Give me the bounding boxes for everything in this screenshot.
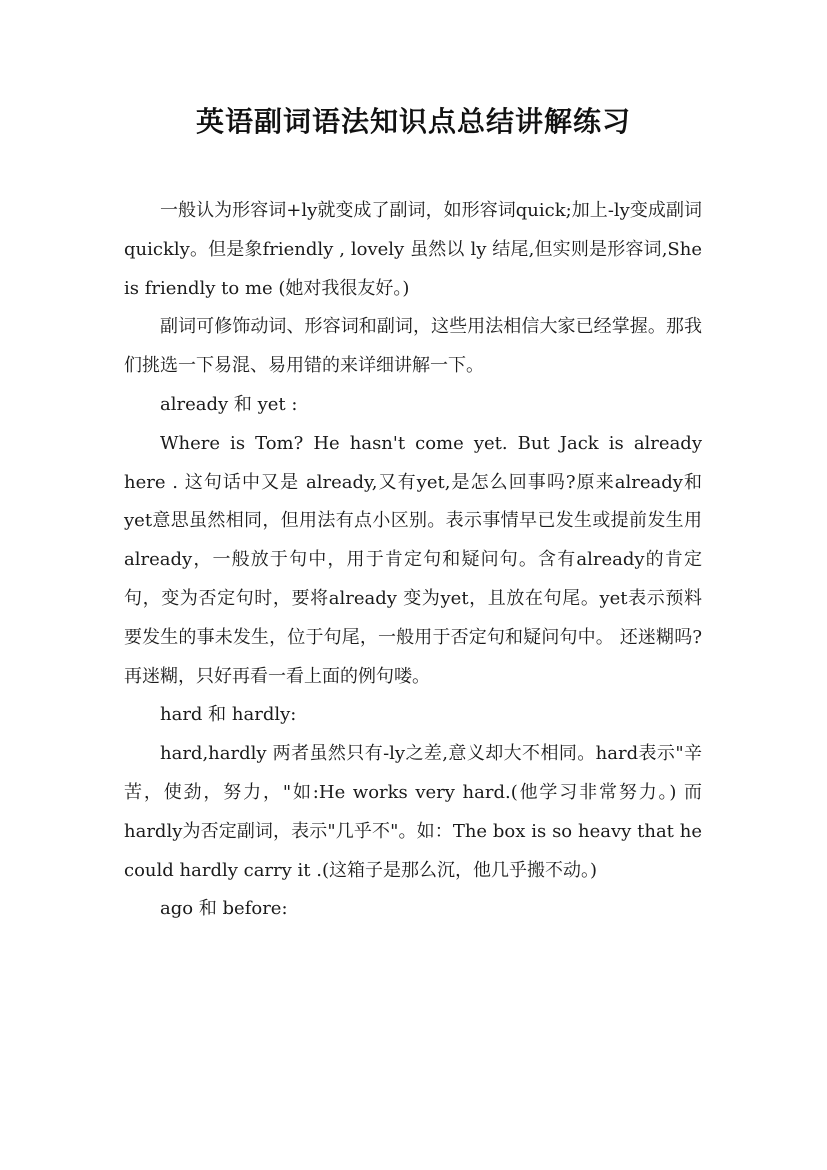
heading-hard-hardly: hard 和 hardly: (160, 704, 297, 726)
heading-ago-before: ago 和 before: (160, 898, 288, 920)
paragraph-already-yet: Where is Tom? He hasn't come yet. But Jack is already here . 这句话中又是 already,又有yet,是怎么回事吗?原来already和yet意思虽然相同，但用法有点小区别。表示事情早已发生或提前发生用 already，一般放于句中，用于肯定句和疑问句。含有already的肯定句，变为否定句时，要将already 变为yet，且放在句尾。yet表示预料要发生的事未发生，位于句尾，一般用于否定句和疑问句中。 还迷糊吗?再迷糊，只好再看一看上面的例句喽。 (124, 432, 702, 687)
paragraph-hard-hardly: hard,hardly 两者虽然只有-ly之差,意义却大不相同。hard表示"辛苦，使劲，努力，"如:He works very hard.(他学习非常努力。) 而hardly为否定副词，表示"几乎不"。如：The box is so heavy that he could hardly carry it .(这箱子是那么沉，他几乎搬不动。) (124, 743, 702, 881)
document-title: 英语副词语法知识点总结讲解练习 (195, 105, 631, 138)
heading-already-yet: already 和 yet : (160, 393, 298, 415)
paragraph-adverb-usage: 副词可修饰动词、形容词和副词，这些用法相信大家已经掌握。那我们挑选一下易混、易用错的来详细讲解一下。 (124, 316, 702, 377)
paragraph-adverb-intro: 一般认为形容词+ly就变成了副词，如形容词quick;加上-ly变成副词quickly。但是象friendly , lovely 虽然以 ly 结尾,但实则是形容词,She is friendly to me (她对我很友好。) (124, 200, 702, 299)
document-body (124, 192, 702, 929)
